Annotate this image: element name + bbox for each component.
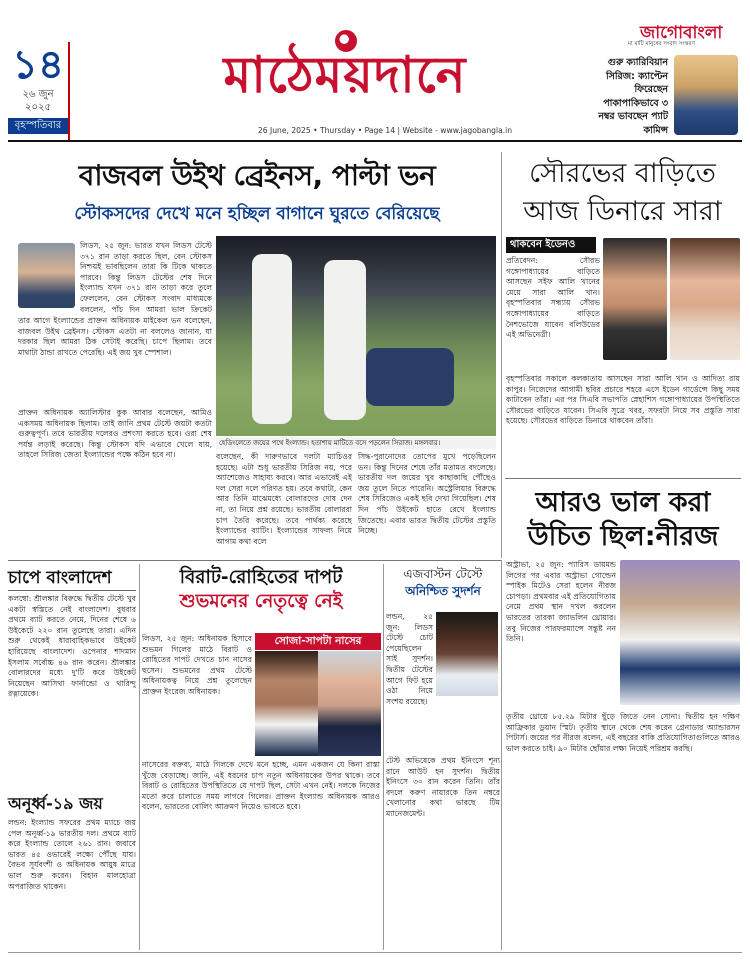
lead-col1-mid: তার আগে ইংল্যান্ডের প্রাক্তন অধিনায়ক মাইকেল ভন বলেছেন, বাজবল উইথ ব্রেইনস। স্টোকস এতটা না বললেও জানান, যা দরকার ছিল আমরা ঠিক সেটাই করেছি। চাপে ছিলাম। তবে মাথাটা ঠান্ডা রাখতে পেরেছি। এই জয় খুব স্পেশাল। — [18, 316, 212, 357]
masthead-title — [140, 40, 550, 110]
batter-figure — [324, 260, 366, 420]
section-rule — [8, 560, 502, 561]
teaser-photo — [674, 55, 738, 135]
bowler-figure — [366, 348, 454, 406]
lead-col1-top: লিডস, ২৫ জুন: ভারত যখন লিডস টেস্টে ৩৭১ রান তাড়া করতে ছিল, বেন স্টোকস নিশ্চয়ই ভাবছিলেন তারা কি টিকে থাকতে পারবে। কিন্তু লিডস টেস্টের শেষ দিনে ইংল্যান্ড যখন ৩৭১ রান তাড়া করে তুলে ফেললেন, বেন স্টোকস সংবাদ মাধ্যমকে বললেন, পাঁচ দিন আমরা ভাল ক্রিকেট — [80, 241, 212, 314]
match-photo — [216, 236, 496, 436]
bangladesh-headline: চাপে বাংলাদেশ — [8, 566, 136, 591]
neeraj-headline — [506, 486, 740, 554]
bangladesh-body: কলম্বো: শ্রীলঙ্কার বিরুদ্ধে দ্বিতীয় টেস্টে খুব একটা স্বস্তিতে নেই বাংলাদেশ। বুধবার প্রথমে ব্যাট করতে নেমে, দিনের শেষে ৬ উইকেটে ২২০ রান তুলেছে তারা। এদিন শুরু থেকেই ধারাবাহিকভাবে উইকেট হারিয়েছে বাংলাদেশ। ওপেনার শাদমান ইসলাম সর্বোচ্চ ৪৬ রান করেন। শ্রীলঙ্কার বোলারদের মধ্যে দু'টি করে উইকেট নিয়েছেন আসিথা ফার্নান্ডো ও থারিন্দু রত্নায়েকে। — [8, 594, 136, 699]
date-day-month: ২৬ জুন — [22, 89, 54, 100]
sudarshan-headline-line1: এজবাস্টন টেস্টে — [403, 567, 483, 581]
vaughan-photo — [18, 243, 75, 308]
neeraj-headline-line1: আরও ভাল করা — [535, 487, 711, 518]
masthead-rule — [8, 140, 742, 142]
teaser-text[interactable]: গুরু ক্যারিবিয়ান সিরিজ: ক্যাপ্টেন ফিরেছেন পাকাপাকিভাবে ৩ নম্বর ভাবছেন প্যাট কামিন্স — [598, 57, 668, 136]
sudarshan-headline-line2: অনিশ্চিত সুদর্শন — [405, 584, 481, 598]
sourav-headline — [505, 155, 740, 231]
gill-photo — [255, 651, 318, 756]
brand-tagline: মা মাটি মানুষের সংবাদ সংস্করণ — [628, 41, 695, 47]
lead-col1-bottom: প্রাক্তন অধিনায়ক অ্যালিস্টার কুক আবার বলেছেন, আমিও একসময় অধিনায়ক ছিলাম। তাই জানি প্রথম টেস্টে জয়টা কতটা গুরুত্বপূর্ণ। তবে ভারতীয় দলেরও প্রশংসা করতে হবে। ওরা শেষ পর্যন্ত লড়াই করেছে। কিন্তু স্টোকস যদি এভাবে খেলে যায়, তাহলে সিরিজ জেতা ইংল্যান্ডের পক্ষে কঠিন হবে না। — [18, 408, 212, 460]
match-photo-caption: হেডিংলেতে জয়ের পথে ইংল্যান্ড। হতাশায় মাটিতে বসে পড়লেন সিরাজ। মঙ্গলবার। — [216, 437, 496, 449]
virat-body-top: লিডস, ২৫ জুন: অধিনায়ক হিসাবে শুভমন গিলের মাঠে বিরাট ও রোহিতের দাপট দেখতে চান নাসের হুসেন। শুভমনের প্রথম টেস্টে অধিনায়কত্ব নিয়ে প্রশ্ন তুলেছেন প্রাক্তন ইংরেজ অধিনায়ক। — [142, 634, 252, 696]
virat-body-bottom: নাসেরের বক্তব্য, মাঠে গিলকে দেখে মনে হচ্ছে, এমন একজন যে কিনা রাস্তা খুঁজে বেড়াচ্ছে। জানি, এই ধরনের চাপ নতুন অধিনায়কের উপর থাকে। তবে বিরাট ও রোহিতের উপস্থিতিতে যে দাপট ছিল, সেটা এখন নেই। দলকে নিজের মতো করে চালাতে সময় লাগবে গিলের। প্রাক্তন ইংল্যান্ড অধিনায়ক আরও বলেন, ভারতের বোলিং আক্রমণ নিয়েও ভাবতে হবে। — [142, 760, 380, 812]
sourav-body-bottom: বৃহস্পতিবার সকালে কলকাতায় আসছেন সারা আলি খান ও আদিত্য রায় কাপুর। নিজেদের আগামী ছবির প্রচারে শহরে এসে ইডেন গার্ডেন্সে কিছু সময় কাটাবেন তাঁরা। এর পর সিএবি সভাপতি স্নেহাশিস গঙ্গোপাধ্যায়ের উপস্থিতিতে সৌরভের বাড়িতে যাবেন। সিএবি সূত্রে খবর, সফরটা নিয়ে সব প্রস্তুতি সারা হয়েছে। সৌরভের বাড়িতে ডিনারে থাকবেন তাঁরা। — [506, 374, 740, 426]
sourav-headline-line2: আজ ডিনারে সারা — [523, 196, 722, 227]
sudarshan-body-top: লন্ডন, ২৫ জুন: লিডস টেস্টে চোট পেয়েছিলেন সাই সুদর্শন। দ্বিতীয় টেস্টের আগে ফিট হয়ে ওঠা নিয়ে সংশয় রয়েছে। — [386, 612, 433, 706]
lead-col2: বলেছেন, কী দারুণভাবে দলটা ম্যাচিওর হয়েছে। এটা শুধু ভারতীয় সিরিজ নয়, পরে অ্যাশেজেও সাহায্য করবে। আর এভাবেই এই দল সেরা দলে পরিণত হয়। তবে কথাটা, কেন আর তিনি মাঝেমধ্যে বোলারদের দোষ দেন না, তা নিয়ে প্রশ্ন রয়েছে। ভারতীয় বোলাররা চাপ তৈরি করেছে। তবে পার্থক্য করেছে ইংল্যান্ডের ব্যাটিং। ইংল্যান্ডের সাফল্য নিয়ে আগাম কথা বলে — [216, 452, 352, 546]
column-divider — [139, 564, 140, 950]
lead-subhead: স্টোকসদের দেখে মনে হচ্ছিল বাগানে ঘুরতে বেরিয়েছে — [74, 204, 440, 224]
weekday: বৃহস্পতিবার — [8, 118, 68, 134]
sourav-tag: থাকবেন ইডেনও — [506, 237, 596, 253]
date-box — [8, 42, 70, 140]
sudarshan-body-bottom: টেস্ট অভিষেকে প্রথম ইনিংসে শূন্য রানে আউট হন সুদর্শন। দ্বিতীয় ইনিংসে ৩০ রান করেন তিনি। তাঁর বদলে করুণ নায়ারকে তিন নম্বরে খেলানোর কথা ভাবছে টিম ম্যানেজমেন্ট। — [386, 756, 500, 818]
nasser-column-tag: সোজা-সাপটা নাসের — [255, 633, 381, 650]
dateline: 26 June, 2025 • Thursday • Page 14 | Website - www.jagobangla.in — [257, 126, 513, 135]
virat-headline — [142, 566, 380, 614]
page-number: ১৪ — [12, 42, 64, 88]
column-divider — [501, 560, 502, 950]
lead-col3: সিদ্ধ-পুরানোদের তোপের মুখে পড়েছিলেন ভন। কিন্তু দিনের শেষে তাঁর মতামত বদলেছে। ভারতীয় দল জয়ের খুব কাছাকাছি পৌঁছেও জয় তুলে নিতে পারেনি। অস্ট্রেলিয়ার বিরুদ্ধে শেষ সিরিজেও একই ছবি দেখা গিয়েছিল। শেষ দিন পাঁচ উইকেট হাতে রেখে ইংল্যান্ড জিতেছে। এবার ভারত দ্বিতীয় টেস্টের প্রস্তুতি নিচ্ছে। — [358, 452, 496, 536]
sudarshan-headline — [386, 566, 500, 600]
section-rule — [505, 478, 741, 479]
sudarshan-photo — [436, 612, 498, 696]
title-part2: ময়দানে — [314, 46, 467, 104]
neeraj-body-top: অস্ট্রাভা, ২৫ জুন: প্যারিস ডায়মন্ড লিগের পর এবার অস্ট্রাভা গোল্ডেন স্পাইক মিটেও সেরা হলেন নীরজ চোপড়া। প্রথমবার এই প্রতিযোগিতায় নেমে প্রথম স্থান দখল করলেন ভারতের তারকা জ্যাভলিন থ্রোয়ার। তবু নিজের পারফরম্যান্সে সন্তুষ্ট নন তিনি। — [506, 560, 616, 644]
u19-headline: অনূর্ধ্ব-১৯ জয় — [8, 794, 103, 813]
date-year: ২০২৫ — [25, 102, 51, 113]
lead-headline: বাজবল উইথ ব্রেইনস, পাল্টা ভন — [78, 159, 436, 192]
sourav-headline-line1: সৌরভের বাড়িতে — [529, 158, 716, 189]
neeraj-photo — [620, 560, 740, 705]
nasser-photo — [318, 651, 381, 756]
sourav-body-top: প্রতিবেদন: সৌরভ গঙ্গোপাধ্যায়ের বাড়িতে আসছেন সইফ আলি খানের মেয়ে সারা আলি খান। বৃহস্পতিবার সন্ধ্যায় সৌরভ গঙ্গোপাধ্যায়ের বাড়িতে নৈশভোজে যাবেন বলিউডের এই অভিনেত্রী। — [506, 256, 600, 340]
batter-figure — [252, 254, 292, 424]
brand-logo[interactable]: জাগোবাংলা — [640, 23, 723, 43]
virat-headline-line2: শুভমনের নেতৃত্বে নেই — [179, 591, 343, 612]
neeraj-body-bottom: তৃতীয় থ্রোয়ে ৮৫.২৯ মিটার ছুঁড়ে জিতে নেন সোনা। দ্বিতীয় হন দক্ষিণ আফ্রিকার ডুয়ান স্মিট। তৃতীয় স্থানে থেকে শেষ করেন গ্রেনাডার অ্যান্ডারসন পিটার্স। জয়ের পর নীরজ বলেন, এই বছরের বাকি প্রতিযোগিতাগুলিতে আরও ভাল করতে চাই। ৯০ মিটার ছোঁয়ার লক্ষ্য নিয়েই পরিশ্রম করছি। — [506, 712, 740, 753]
u19-body: লন্ডন: ইংল্যান্ড সফরের প্রথম ম্যাচে জয় পেল অনূর্ধ্ব-১৯ ভারতীয় দল। প্রথমে ব্যাট করে ইংল্যান্ড তোলে ২৬১ রান। জবাবে ভারত ৪৫ ওভারেই লক্ষ্যে পৌঁছে যায়। বৈভব সূর্যবংশী ও অধিনায়ক আয়ুষ মাত্রে ভাল শুরু করেন। বিহান মালহোত্রা অপরাজিত থাকেন। — [8, 818, 136, 891]
virat-headline-line1: বিরাট-রোহিতের দাপট — [179, 567, 343, 588]
sara-photo — [670, 238, 740, 360]
title-part1: মাঠে — [223, 46, 315, 104]
page-bottom-rule — [8, 952, 742, 953]
neeraj-headline-line2: উচিত ছিল:নীরজ — [527, 521, 719, 552]
column-divider — [501, 152, 502, 558]
sourav-photo — [603, 238, 667, 360]
column-divider — [383, 564, 384, 950]
